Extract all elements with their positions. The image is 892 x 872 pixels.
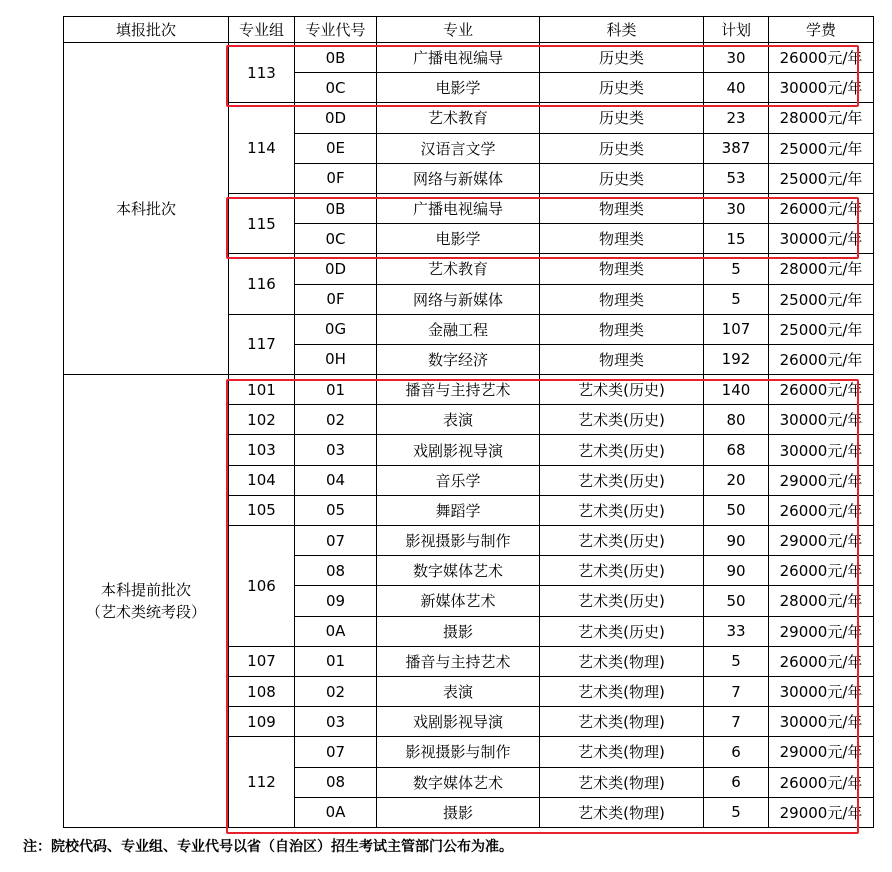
group-cell: 116 <box>229 254 295 314</box>
major-name-cell: 数字媒体艺术 <box>377 767 540 797</box>
group-cell: 107 <box>229 646 295 676</box>
table-body <box>64 43 874 828</box>
fee-cell: 26000元/年 <box>769 375 874 405</box>
category-cell: 物理类 <box>540 193 704 223</box>
major-name-cell: 电影学 <box>377 73 540 103</box>
major-code-cell: 0F <box>295 284 377 314</box>
major-code-cell: 08 <box>295 767 377 797</box>
major-name-cell: 摄影 <box>377 616 540 646</box>
category-cell: 艺术类(物理) <box>540 737 704 767</box>
group-cell: 117 <box>229 314 295 374</box>
plan-cell: 50 <box>704 586 769 616</box>
major-code-cell: 0D <box>295 254 377 284</box>
fee-cell: 26000元/年 <box>769 43 874 73</box>
major-name-cell: 音乐学 <box>377 465 540 495</box>
category-cell: 艺术类(历史) <box>540 616 704 646</box>
plan-cell: 30 <box>704 43 769 73</box>
category-cell: 艺术类(历史) <box>540 556 704 586</box>
plan-cell: 40 <box>704 73 769 103</box>
plan-cell: 20 <box>704 465 769 495</box>
plan-cell: 387 <box>704 133 769 163</box>
fee-cell: 29000元/年 <box>769 526 874 556</box>
major-code-cell: 04 <box>295 465 377 495</box>
major-code-cell: 02 <box>295 676 377 706</box>
category-cell: 艺术类(物理) <box>540 676 704 706</box>
major-name-cell: 金融工程 <box>377 314 540 344</box>
major-name-cell: 播音与主持艺术 <box>377 375 540 405</box>
fee-cell: 26000元/年 <box>769 193 874 223</box>
major-name-cell: 播音与主持艺术 <box>377 646 540 676</box>
group-cell: 102 <box>229 405 295 435</box>
group-cell: 112 <box>229 737 295 828</box>
group-cell: 105 <box>229 495 295 525</box>
fee-cell: 28000元/年 <box>769 586 874 616</box>
major-code-cell: 0B <box>295 43 377 73</box>
plan-cell: 6 <box>704 737 769 767</box>
plan-cell: 68 <box>704 435 769 465</box>
major-name-cell: 新媒体艺术 <box>377 586 540 616</box>
fee-cell: 26000元/年 <box>769 767 874 797</box>
fee-cell: 25000元/年 <box>769 133 874 163</box>
group-cell: 106 <box>229 526 295 647</box>
group-cell: 101 <box>229 375 295 405</box>
plan-cell: 5 <box>704 254 769 284</box>
plan-cell: 5 <box>704 284 769 314</box>
category-cell: 艺术类(历史) <box>540 435 704 465</box>
major-code-cell: 03 <box>295 435 377 465</box>
major-name-cell: 摄影 <box>377 797 540 827</box>
major-name-cell: 舞蹈学 <box>377 495 540 525</box>
plan-cell: 140 <box>704 375 769 405</box>
header-major: 专业 <box>377 17 540 43</box>
major-name-cell: 表演 <box>377 676 540 706</box>
fee-cell: 25000元/年 <box>769 314 874 344</box>
major-code-cell: 03 <box>295 707 377 737</box>
major-name-cell: 艺术教育 <box>377 103 540 133</box>
major-name-cell: 戏剧影视导演 <box>377 707 540 737</box>
table-row <box>64 375 874 405</box>
major-code-cell: 0B <box>295 193 377 223</box>
plan-cell: 7 <box>704 707 769 737</box>
major-code-cell: 01 <box>295 375 377 405</box>
major-code-cell: 0A <box>295 797 377 827</box>
major-name-cell: 戏剧影视导演 <box>377 435 540 465</box>
header-group: 专业组 <box>229 17 295 43</box>
group-cell: 104 <box>229 465 295 495</box>
major-code-cell: 0G <box>295 314 377 344</box>
fee-cell: 30000元/年 <box>769 224 874 254</box>
fee-cell: 26000元/年 <box>769 556 874 586</box>
header-category: 科类 <box>540 17 704 43</box>
fee-cell: 28000元/年 <box>769 254 874 284</box>
table-row <box>64 43 874 73</box>
major-code-cell: 01 <box>295 646 377 676</box>
major-code-cell: 05 <box>295 495 377 525</box>
category-cell: 物理类 <box>540 254 704 284</box>
category-cell: 艺术类(历史) <box>540 405 704 435</box>
fee-cell: 29000元/年 <box>769 797 874 827</box>
category-cell: 艺术类(物理) <box>540 767 704 797</box>
major-name-cell: 网络与新媒体 <box>377 163 540 193</box>
plan-cell: 107 <box>704 314 769 344</box>
batch-cell: 本科提前批次 （艺术类统考段） <box>64 375 229 828</box>
fee-cell: 30000元/年 <box>769 405 874 435</box>
category-cell: 历史类 <box>540 43 704 73</box>
group-cell: 108 <box>229 676 295 706</box>
major-name-cell: 数字媒体艺术 <box>377 556 540 586</box>
header-fee: 学费 <box>769 17 874 43</box>
fee-cell: 30000元/年 <box>769 73 874 103</box>
category-cell: 历史类 <box>540 163 704 193</box>
category-cell: 物理类 <box>540 224 704 254</box>
major-code-cell: 0F <box>295 163 377 193</box>
category-cell: 物理类 <box>540 314 704 344</box>
major-code-cell: 08 <box>295 556 377 586</box>
plan-cell: 6 <box>704 767 769 797</box>
fee-cell: 25000元/年 <box>769 163 874 193</box>
plan-cell: 80 <box>704 405 769 435</box>
fee-cell: 29000元/年 <box>769 465 874 495</box>
fee-cell: 26000元/年 <box>769 495 874 525</box>
major-name-cell: 数字经济 <box>377 344 540 374</box>
major-code-cell: 07 <box>295 526 377 556</box>
plan-cell: 15 <box>704 224 769 254</box>
major-code-cell: 07 <box>295 737 377 767</box>
category-cell: 物理类 <box>540 284 704 314</box>
major-code-cell: 0D <box>295 103 377 133</box>
major-code-cell: 02 <box>295 405 377 435</box>
category-cell: 历史类 <box>540 133 704 163</box>
admission-plan-table <box>63 16 874 828</box>
major-code-cell: 0A <box>295 616 377 646</box>
major-name-cell: 网络与新媒体 <box>377 284 540 314</box>
plan-cell: 50 <box>704 495 769 525</box>
group-cell: 113 <box>229 43 295 103</box>
plan-cell: 5 <box>704 646 769 676</box>
plan-cell: 90 <box>704 556 769 586</box>
header-plan: 计划 <box>704 17 769 43</box>
fee-cell: 30000元/年 <box>769 435 874 465</box>
table-header-row <box>64 17 874 43</box>
major-name-cell: 表演 <box>377 405 540 435</box>
fee-cell: 29000元/年 <box>769 737 874 767</box>
major-name-cell: 广播电视编导 <box>377 43 540 73</box>
group-cell: 103 <box>229 435 295 465</box>
category-cell: 艺术类(历史) <box>540 586 704 616</box>
fee-cell: 25000元/年 <box>769 284 874 314</box>
header-batch: 填报批次 <box>64 17 229 43</box>
plan-cell: 5 <box>704 797 769 827</box>
major-name-cell: 汉语言文学 <box>377 133 540 163</box>
plan-cell: 192 <box>704 344 769 374</box>
category-cell: 历史类 <box>540 103 704 133</box>
category-cell: 艺术类(物理) <box>540 646 704 676</box>
category-cell: 艺术类(历史) <box>540 526 704 556</box>
plan-cell: 90 <box>704 526 769 556</box>
fee-cell: 26000元/年 <box>769 344 874 374</box>
plan-cell: 53 <box>704 163 769 193</box>
plan-cell: 30 <box>704 193 769 223</box>
major-name-cell: 影视摄影与制作 <box>377 737 540 767</box>
major-code-cell: 0C <box>295 224 377 254</box>
fee-cell: 29000元/年 <box>769 616 874 646</box>
fee-cell: 30000元/年 <box>769 707 874 737</box>
major-code-cell: 0E <box>295 133 377 163</box>
category-cell: 艺术类(历史) <box>540 465 704 495</box>
category-cell: 物理类 <box>540 344 704 374</box>
footnote: 注：院校代码、专业组、专业代号以省（自治区）招生考试主管部门公布为准。 <box>23 839 513 855</box>
plan-cell: 33 <box>704 616 769 646</box>
group-cell: 109 <box>229 707 295 737</box>
major-code-cell: 09 <box>295 586 377 616</box>
category-cell: 艺术类(物理) <box>540 797 704 827</box>
major-name-cell: 艺术教育 <box>377 254 540 284</box>
major-name-cell: 影视摄影与制作 <box>377 526 540 556</box>
category-cell: 艺术类(历史) <box>540 495 704 525</box>
fee-cell: 30000元/年 <box>769 676 874 706</box>
group-cell: 115 <box>229 193 295 253</box>
category-cell: 艺术类(历史) <box>540 375 704 405</box>
major-code-cell: 0C <box>295 73 377 103</box>
fee-cell: 28000元/年 <box>769 103 874 133</box>
batch-cell: 本科批次 <box>64 43 229 375</box>
plan-cell: 7 <box>704 676 769 706</box>
category-cell: 艺术类(物理) <box>540 707 704 737</box>
major-code-cell: 0H <box>295 344 377 374</box>
category-cell: 历史类 <box>540 73 704 103</box>
major-name-cell: 电影学 <box>377 224 540 254</box>
group-cell: 114 <box>229 103 295 194</box>
plan-cell: 23 <box>704 103 769 133</box>
header-code: 专业代号 <box>295 17 377 43</box>
fee-cell: 26000元/年 <box>769 646 874 676</box>
major-name-cell: 广播电视编导 <box>377 193 540 223</box>
